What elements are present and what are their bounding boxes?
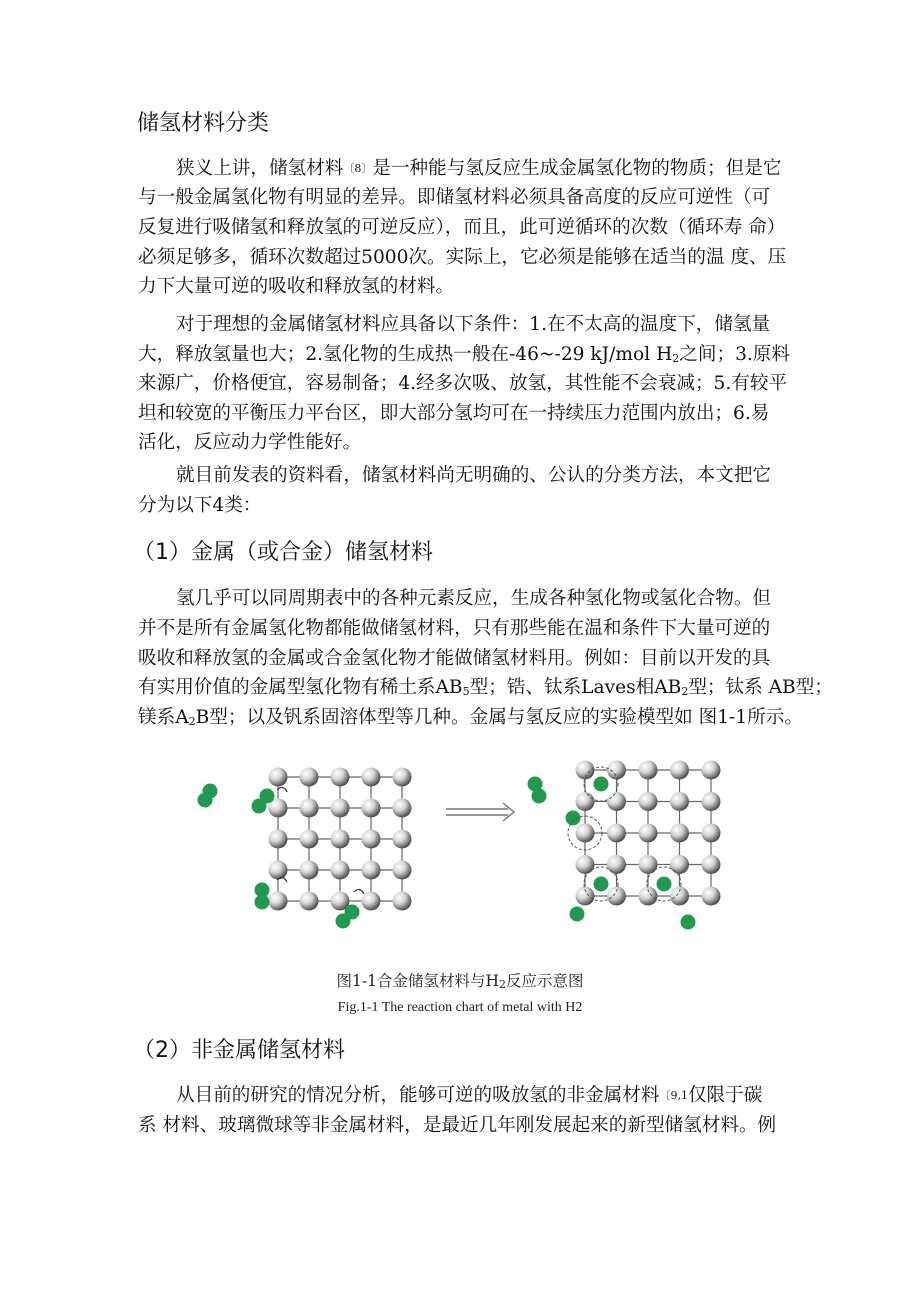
metal-atom (362, 830, 381, 849)
para1-line3: 反复进行吸储氢和释放氢的可逆反应），而且，此可逆循环的次数（循环寿 命） (138, 217, 786, 238)
para2-line4: 坦和较宽的平衡压力平台区，即大部分氢均可在一持续压力范围内放出；6.易 (138, 403, 770, 424)
para5-line1: 从目前的研究的情况分析，能够可逆的吸放氢的非金属材料〔9,1仅限于碳 (176, 1085, 763, 1106)
para3-line2: 分为以下4类： (138, 495, 262, 516)
hydrogen-atom (594, 777, 609, 792)
citation-ref: 〔8〕 (343, 162, 373, 175)
metal-atom (393, 768, 412, 787)
para3-line1: 就目前发表的资料看，储氢材料尚无明确的、公认的分类方法，本文把它 (176, 465, 772, 486)
lattice-before (198, 768, 412, 929)
metal-atom (702, 792, 721, 811)
metal-atom (269, 830, 288, 849)
hydrogen-atom (657, 877, 672, 892)
metal-atom (362, 768, 381, 787)
metal-atom (670, 855, 689, 874)
para2-line3: 来源广，价格便宜，容易制备；4.经多次吸、放氢，其性能不会衰减；5.有较平 (138, 373, 788, 394)
hydrogen-atom (532, 789, 547, 804)
section-heading: 储氢材料分类 (137, 111, 270, 136)
metal-atom (670, 761, 689, 780)
metal-atom (393, 861, 412, 880)
para4-line1: 氢几乎可以同周期表中的各种元素反应，生成各种氢化物或氢化合物。但 (176, 588, 772, 609)
para2-line1: 对于理想的金属储氢材料应具备以下条件：1.在不太高的温度下，储氢量 (176, 314, 771, 335)
metal-atom (702, 887, 721, 906)
lattice-after (528, 761, 721, 930)
hydrogen-atom (255, 895, 270, 910)
para1-line4: 必须足够多，循环次数超过5000次。实际上，它必须是能够在适当的温 度、压 (138, 247, 787, 268)
metal-atom (269, 861, 288, 880)
metal-atom (393, 892, 412, 911)
metal-atom (607, 887, 626, 906)
metal-atom (331, 768, 350, 787)
metal-atom (607, 761, 626, 780)
metal-atom (362, 799, 381, 818)
hydrogen-atom (566, 811, 581, 826)
metal-atom (607, 792, 626, 811)
subheading-nonmetal-storage: （2）非金属储氢材料 (133, 1038, 345, 1063)
metal-atom (300, 799, 319, 818)
metal-atom (269, 768, 288, 787)
metal-atom (639, 824, 658, 843)
metal-atom (331, 799, 350, 818)
metal-atom (702, 855, 721, 874)
hydrogen-atom (198, 793, 213, 808)
hydrogen-atom (336, 914, 351, 929)
metal-atom (576, 855, 595, 874)
hydrogen-atom (252, 799, 267, 814)
metal-atom (576, 792, 595, 811)
hydrogen-atom (594, 877, 609, 892)
metal-atom (300, 830, 319, 849)
metal-atom (300, 861, 319, 880)
metal-atom (331, 830, 350, 849)
para1-line5: 力下大量可逆的吸收和释放氢的材料。 (138, 276, 455, 297)
para2-line5: 活化，反应动力学性能好。 (138, 432, 362, 453)
metal-atom (362, 892, 381, 911)
metal-atom (670, 887, 689, 906)
para4-line2: 并不是所有金属氢化物都能做储氢材料，只有那些能在温和条件下大量可逆的 (138, 618, 771, 639)
para1-line1: 狭义上讲，储氢材料〔8〕是一种能与氢反应生成金属氢化物的物质；但是它 (176, 158, 782, 179)
para4-line3: 吸收和释放氢的金属或合金氢化物才能做储氢材料用。例如：目前以开发的具 (138, 648, 771, 669)
reaction-arrow (446, 803, 514, 821)
para1-line2: 与一般金属氢化物有明显的差异。即储氢材料必须具备高度的反应可逆性（可 (138, 187, 771, 208)
metal-atom (607, 855, 626, 874)
subheading-metal-storage: （1）金属（或合金）储氢材料 (133, 540, 433, 565)
metal-atom (576, 761, 595, 780)
metal-atom (576, 824, 595, 843)
para2-line2: 大，释放氢量也大；2.氢化物的生成热一般在-46~-29 kJ/mol H2之间；3.原料 (138, 344, 790, 365)
metal-atom (670, 824, 689, 843)
metal-atom (393, 830, 412, 849)
metal-atom (639, 855, 658, 874)
figure-caption-cn: 图1-1合金储氢材料与H2反应示意图 (336, 972, 584, 991)
motion-arrow (354, 889, 364, 894)
metal-atom (300, 768, 319, 787)
metal-atom (362, 861, 381, 880)
metal-atom (607, 824, 626, 843)
metal-atom (300, 892, 319, 911)
metal-atom (393, 799, 412, 818)
metal-atom (269, 892, 288, 911)
metal-atom (639, 761, 658, 780)
metal-atom (670, 792, 689, 811)
hydrogen-atom (570, 907, 585, 922)
figure-caption-en: Fig.1-1 The reaction chart of metal with H2 (337, 1000, 583, 1015)
para4-line4: 有实用价值的金属型氢化物有稀土系AB5型；锆、钛系Laves相AB2型；钛系 AB型； (138, 677, 833, 698)
para5-line2: 系 材料、玻璃微球等非金属材料，是最近几年刚发展起来的新型储氢材料。例 (138, 1115, 777, 1136)
para4-line5: 镁系A2B型；以及钒系固溶体型等几种。金属与氢反应的实验模型如 图1-1所示。 (138, 707, 803, 728)
metal-atom (702, 824, 721, 843)
metal-atom (331, 861, 350, 880)
metal-atom (639, 792, 658, 811)
metal-atom (702, 761, 721, 780)
hydrogen-atom (681, 915, 696, 930)
citation-ref: 〔9,1 (659, 1089, 688, 1102)
